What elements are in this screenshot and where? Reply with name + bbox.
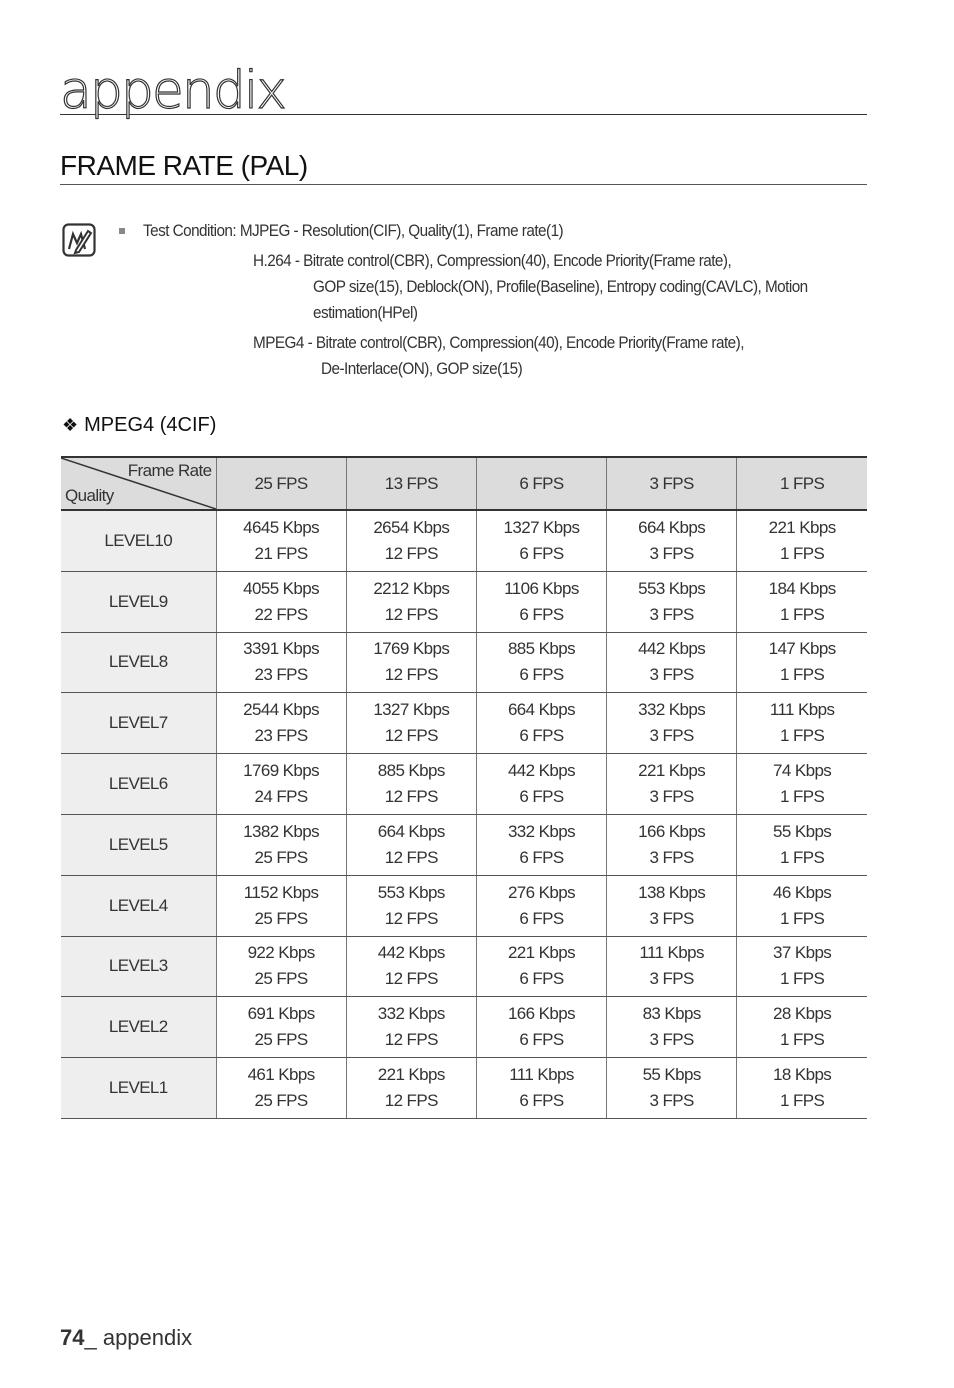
cell-bitrate: 74 Kbps — [773, 761, 832, 781]
table-cell — [607, 571, 737, 632]
cell-bitrate: 885 Kbps — [377, 761, 445, 781]
table-cell — [476, 510, 606, 571]
cell-bitrate: 1152 Kbps — [243, 882, 319, 902]
note-line: GOP size(15), Deblock(ON), Profile(Baseline), Entropy coding(CAVLC), Motion — [313, 277, 808, 296]
table-cell — [216, 693, 346, 754]
cell-bitrate: 18 Kbps — [773, 1065, 832, 1085]
cell-bitrate: 1327 Kbps — [373, 700, 450, 720]
cell-fps: 6 FPS — [519, 543, 564, 563]
row-level-label: LEVEL4 — [61, 875, 216, 936]
cell-bitrate: 4055 Kbps — [243, 578, 320, 598]
cell-fps: 12 FPS — [384, 543, 438, 563]
cell-fps: 3 FPS — [649, 726, 694, 746]
cell-bitrate: 553 Kbps — [377, 882, 445, 902]
column-header: 13 FPS — [346, 457, 476, 510]
cell-bitrate: 922 Kbps — [247, 943, 315, 963]
note-line: MPEG4 - Bitrate control(CBR), Compression(40), Encode Priority(Frame rate), — [253, 333, 744, 352]
cell-fps: 3 FPS — [649, 847, 694, 867]
row-level-label: LEVEL6 — [61, 754, 216, 815]
table-cell — [216, 632, 346, 693]
cell-fps: 1 FPS — [780, 1030, 825, 1050]
cell-fps: 1 FPS — [780, 604, 825, 624]
table-cell — [737, 693, 867, 754]
cell-bitrate: 221 Kbps — [638, 761, 706, 781]
table-cell — [216, 997, 346, 1058]
table-cell — [607, 936, 737, 997]
cell-fps: 1 FPS — [780, 665, 825, 685]
cell-bitrate: 1382 Kbps — [243, 821, 320, 841]
cell-bitrate: 1327 Kbps — [503, 517, 580, 537]
cell-fps: 3 FPS — [649, 665, 694, 685]
table-cell — [737, 936, 867, 997]
cell-bitrate: 332 Kbps — [377, 1004, 445, 1024]
table-cell — [216, 1058, 346, 1119]
table-cell — [607, 510, 737, 571]
row-level-label: LEVEL2 — [61, 997, 216, 1058]
cell-bitrate: 166 Kbps — [507, 1004, 575, 1024]
cell-bitrate: 276 Kbps — [507, 882, 575, 902]
cell-bitrate: 664 Kbps — [377, 821, 445, 841]
cell-fps: 6 FPS — [519, 726, 564, 746]
table-cell — [476, 571, 606, 632]
row-level-label: LEVEL1 — [61, 1058, 216, 1119]
cell-fps: 12 FPS — [384, 787, 438, 807]
cell-fps: 6 FPS — [519, 665, 564, 685]
cell-bitrate: 3391 Kbps — [243, 639, 320, 659]
cell-fps: 23 FPS — [254, 726, 308, 746]
column-header: 1 FPS — [737, 457, 867, 510]
cell-bitrate: 691 Kbps — [247, 1004, 315, 1024]
table-cell — [216, 510, 346, 571]
chapter-title: appendix — [60, 61, 286, 121]
table-cell — [216, 754, 346, 815]
table-cell — [607, 754, 737, 815]
table-cell — [476, 936, 606, 997]
note-bullet — [119, 228, 125, 234]
table-cell — [476, 875, 606, 936]
table-row — [61, 1058, 867, 1119]
cell-fps: 3 FPS — [649, 1030, 694, 1050]
cell-bitrate: 37 Kbps — [773, 943, 832, 963]
cell-bitrate: 111 Kbps — [639, 943, 704, 963]
corner-label-quality: Quality — [65, 486, 114, 505]
cell-fps: 25 FPS — [254, 1091, 308, 1111]
table-row — [61, 997, 867, 1058]
table-cell — [737, 1058, 867, 1119]
table-corner-header — [61, 457, 216, 510]
cell-fps: 3 FPS — [649, 543, 694, 563]
cell-bitrate: 138 Kbps — [638, 882, 706, 902]
cell-fps: 12 FPS — [384, 1030, 438, 1050]
cell-fps: 6 FPS — [519, 1091, 564, 1111]
table-cell — [346, 632, 476, 693]
corner-label-frame-rate: Frame Rate — [127, 461, 212, 480]
table-cell — [737, 875, 867, 936]
cell-fps: 12 FPS — [384, 969, 438, 989]
cell-fps: 3 FPS — [649, 604, 694, 624]
table-cell — [607, 693, 737, 754]
cell-fps: 3 FPS — [649, 969, 694, 989]
cell-fps: 3 FPS — [649, 787, 694, 807]
table-cell — [476, 997, 606, 1058]
note-line: De-Interlace(ON), GOP size(15) — [321, 359, 523, 378]
cell-bitrate: 221 Kbps — [768, 517, 836, 537]
table-cell — [607, 632, 737, 693]
subsection-heading — [62, 414, 216, 437]
table-cell — [737, 997, 867, 1058]
note-line: H.264 - Bitrate control(CBR), Compression(40), Encode Priority(Frame rate), — [253, 251, 732, 270]
table-body — [61, 510, 867, 1118]
cell-fps: 6 FPS — [519, 787, 564, 807]
cell-fps: 12 FPS — [384, 847, 438, 867]
table-cell — [737, 571, 867, 632]
cell-bitrate: 147 Kbps — [768, 639, 836, 659]
cell-bitrate: 442 Kbps — [507, 761, 575, 781]
cell-bitrate: 442 Kbps — [377, 943, 445, 963]
cell-fps: 23 FPS — [254, 665, 308, 685]
table-cell — [476, 1058, 606, 1119]
cell-bitrate: 664 Kbps — [638, 517, 706, 537]
cell-bitrate: 461 Kbps — [247, 1065, 315, 1085]
cell-fps: 3 FPS — [649, 908, 694, 928]
table-cell — [476, 693, 606, 754]
table-header-row — [61, 457, 867, 510]
table-cell — [346, 693, 476, 754]
cell-fps: 25 FPS — [254, 847, 308, 867]
cell-bitrate: 332 Kbps — [638, 700, 706, 720]
cell-fps: 6 FPS — [519, 969, 564, 989]
cell-fps: 12 FPS — [384, 665, 438, 685]
cell-bitrate: 28 Kbps — [773, 1004, 832, 1024]
table-cell — [737, 632, 867, 693]
cell-fps: 25 FPS — [254, 969, 308, 989]
cell-fps: 1 FPS — [780, 726, 825, 746]
row-level-label: LEVEL10 — [61, 510, 216, 571]
table-row — [61, 754, 867, 815]
table-row — [61, 814, 867, 875]
table-cell — [216, 571, 346, 632]
cell-bitrate: 332 Kbps — [507, 821, 575, 841]
row-level-label: LEVEL5 — [61, 814, 216, 875]
diamond-bullet-icon: ❖ — [62, 415, 79, 435]
cell-fps: 22 FPS — [254, 604, 308, 624]
cell-bitrate: 221 Kbps — [507, 943, 575, 963]
footer-label: _ appendix — [84, 1325, 193, 1350]
cell-bitrate: 1106 Kbps — [504, 578, 579, 598]
page-number: 74 — [60, 1325, 85, 1350]
table-cell — [737, 754, 867, 815]
cell-bitrate: 111 Kbps — [769, 700, 835, 720]
cell-bitrate: 4645 Kbps — [243, 517, 320, 537]
table-cell — [346, 875, 476, 936]
cell-bitrate: 46 Kbps — [773, 882, 832, 902]
cell-fps: 6 FPS — [519, 847, 564, 867]
cell-fps: 1 FPS — [780, 1091, 825, 1111]
cell-bitrate: 2654 Kbps — [373, 517, 450, 537]
column-header: 6 FPS — [476, 457, 606, 510]
table-cell — [607, 1058, 737, 1119]
cell-fps: 24 FPS — [254, 787, 308, 807]
table-cell — [216, 875, 346, 936]
frame-rate-table — [61, 456, 867, 1119]
note-line: estimation(HPel) — [313, 303, 418, 322]
page-footer — [60, 1325, 192, 1351]
table-cell — [476, 754, 606, 815]
note-pencil-icon — [62, 223, 96, 257]
cell-bitrate: 442 Kbps — [638, 639, 706, 659]
cell-fps: 12 FPS — [384, 908, 438, 928]
table-row — [61, 936, 867, 997]
cell-fps: 12 FPS — [384, 604, 438, 624]
table-cell — [476, 814, 606, 875]
table-cell — [346, 1058, 476, 1119]
table-row — [61, 693, 867, 754]
table-cell — [346, 510, 476, 571]
cell-bitrate: 2212 Kbps — [373, 578, 450, 598]
cell-fps: 3 FPS — [649, 1091, 694, 1111]
table-cell — [216, 936, 346, 997]
cell-bitrate: 83 Kbps — [642, 1004, 701, 1024]
section-title: FRAME RATE (PAL) — [60, 148, 867, 185]
table-cell — [346, 571, 476, 632]
cell-bitrate: 2544 Kbps — [243, 700, 320, 720]
cell-fps: 21 FPS — [254, 543, 308, 563]
table-cell — [216, 814, 346, 875]
cell-bitrate: 1769 Kbps — [243, 761, 320, 781]
cell-fps: 1 FPS — [780, 908, 825, 928]
cell-fps: 1 FPS — [780, 847, 825, 867]
row-level-label: LEVEL3 — [61, 936, 216, 997]
table-cell — [346, 754, 476, 815]
subsection-title: MPEG4 (4CIF) — [84, 414, 217, 436]
note-block — [0, 0, 954, 400]
row-level-label: LEVEL9 — [61, 571, 216, 632]
table-cell — [607, 875, 737, 936]
cell-fps: 1 FPS — [780, 543, 825, 563]
table-cell — [737, 510, 867, 571]
cell-fps: 1 FPS — [780, 787, 825, 807]
table-row — [61, 571, 867, 632]
table-cell — [346, 997, 476, 1058]
table-cell — [346, 936, 476, 997]
table-row — [61, 510, 867, 571]
table-row — [61, 632, 867, 693]
row-level-label: LEVEL8 — [61, 632, 216, 693]
cell-bitrate: 166 Kbps — [638, 821, 706, 841]
row-level-label: LEVEL7 — [61, 693, 216, 754]
cell-bitrate: 55 Kbps — [642, 1065, 701, 1085]
cell-bitrate: 55 Kbps — [773, 821, 832, 841]
cell-fps: 6 FPS — [519, 604, 564, 624]
cell-fps: 12 FPS — [384, 726, 438, 746]
table-cell — [476, 632, 606, 693]
note-line: Test Condition: MJPEG - Resolution(CIF), Quality(1), Frame rate(1) — [143, 221, 564, 240]
cell-bitrate: 664 Kbps — [507, 700, 575, 720]
cell-fps: 12 FPS — [384, 1091, 438, 1111]
cell-bitrate: 221 Kbps — [377, 1065, 445, 1085]
table-cell — [737, 814, 867, 875]
table-cell — [607, 814, 737, 875]
cell-fps: 1 FPS — [780, 969, 825, 989]
cell-bitrate: 111 Kbps — [509, 1065, 574, 1085]
cell-fps: 25 FPS — [254, 1030, 308, 1050]
cell-bitrate: 184 Kbps — [768, 578, 836, 598]
table-cell — [346, 814, 476, 875]
column-header: 25 FPS — [216, 457, 346, 510]
cell-fps: 6 FPS — [519, 1030, 564, 1050]
cell-fps: 25 FPS — [254, 908, 308, 928]
cell-bitrate: 1769 Kbps — [373, 639, 450, 659]
cell-bitrate: 885 Kbps — [507, 639, 575, 659]
cell-bitrate: 553 Kbps — [638, 578, 706, 598]
table-row — [61, 875, 867, 936]
table-cell — [607, 997, 737, 1058]
column-header: 3 FPS — [607, 457, 737, 510]
cell-fps: 6 FPS — [519, 908, 564, 928]
